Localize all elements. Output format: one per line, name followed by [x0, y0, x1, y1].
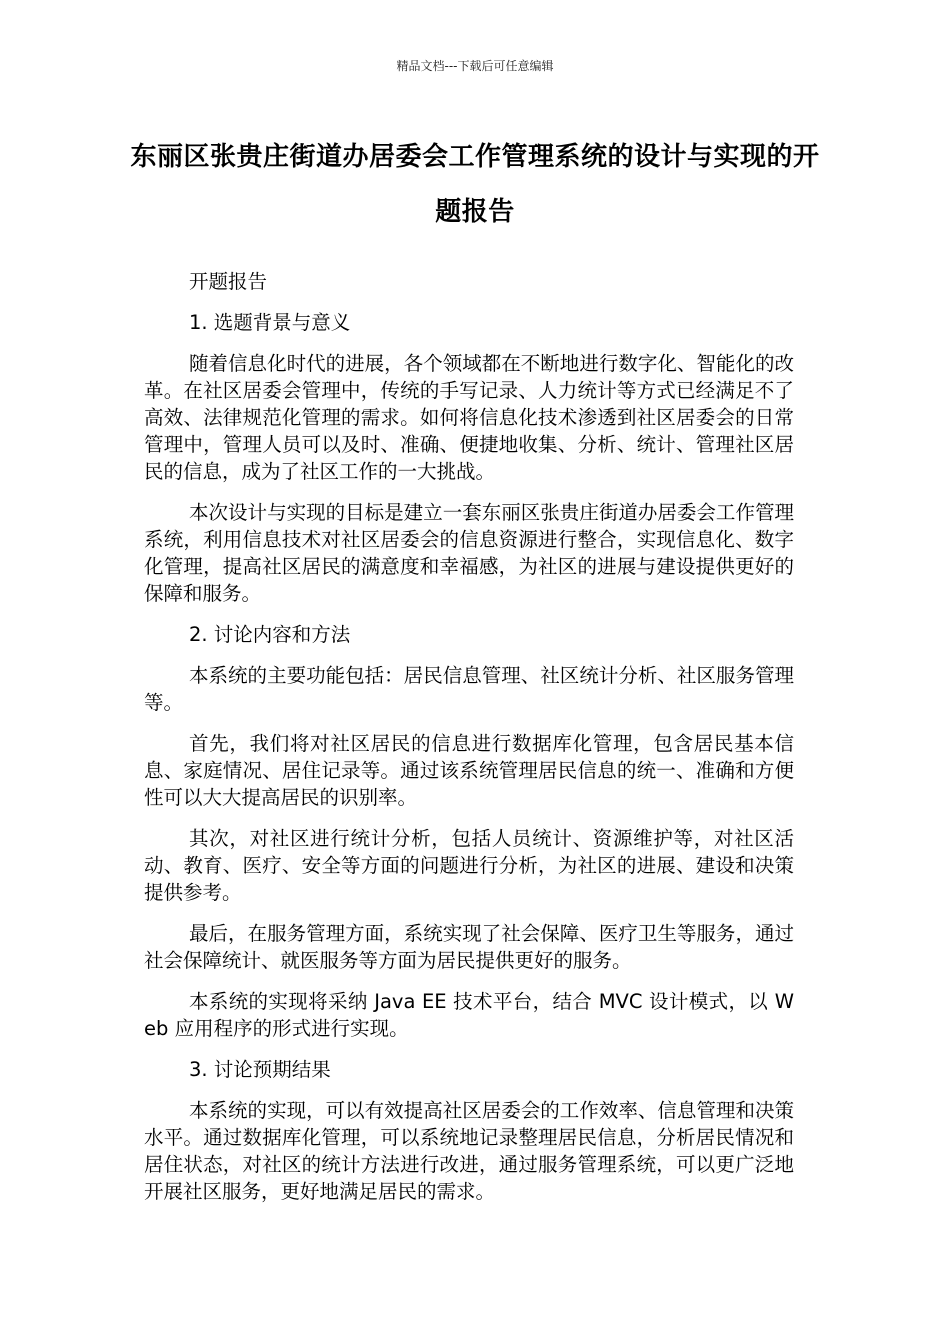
- paragraph-technology: 本系统的实现将采纳 Java EE 技术平台，结合 MVC 设计模式，以 Web 应用程序的形式进行实现。: [144, 990, 794, 1040]
- heading-background-significance: 1. 选题背景与意义: [189, 311, 351, 334]
- section-label-opening-report: 开题报告: [189, 270, 268, 293]
- paragraph-background: 随着信息化时代的进展，各个领域都在不断地进行数字化、智能化的改革。在社区居委会管理中，传统的手写记录、人力统计等方式已经满足不了高效、法律规范化管理的需求。如何将信息化技术渗透到社区居委会的日常管理中，管理人员可以及时、准确、便捷地收集、分析、统计、管理社区居民的信息，成为了社区工作的一大挑战。: [144, 352, 794, 483]
- heading-expected-results: 3. 讨论预期结果: [189, 1058, 331, 1081]
- document-title: 东丽区张贵庄街道办居委会工作管理系统的设计与实现的开题报告: [130, 142, 820, 227]
- page-header-note: 精品文档---下载后可任意编辑: [396, 59, 554, 73]
- paragraph-services: 最后，在服务管理方面，系统实现了社会保障、医疗卫生等服务，通过社会保障统计、就医服务等方面为居民提供更好的服务。: [144, 922, 794, 972]
- document-body: [144, 268, 794, 1219]
- paragraph-statistics: 其次，对社区进行统计分析，包括人员统计、资源维护等，对社区活动、教育、医疗、安全等方面的问题进行分析，为社区的进展、建设和决策提供参考。: [144, 827, 794, 904]
- paragraph-main-functions: 本系统的主要功能包括：居民信息管理、社区统计分析、社区服务管理等。: [144, 664, 794, 714]
- paragraph-resident-info: 首先，我们将对社区居民的信息进行数据库化管理，包含居民基本信息、家庭情况、居住记录等。通过该系统管理居民信息的统一、准确和方便性可以大大提高居民的识别率。: [144, 732, 794, 809]
- paragraph-expected-results: 本系统的实现，可以有效提高社区居委会的工作效率、信息管理和决策水平。通过数据库化管理，可以系统地记录整理居民信息，分析居民情况和居住状态，对社区的统计方法进行改进，通过服务管理系统，可以更广泛地开展社区服务，更好地满足居民的需求。: [144, 1099, 794, 1203]
- heading-content-methods: 2. 讨论内容和方法: [189, 623, 351, 646]
- paragraph-goal: 本次设计与实现的目标是建立一套东丽区张贵庄街道办居委会工作管理系统，利用信息技术对社区居委会的信息资源进行整合，实现信息化、数字化管理，提高社区居民的满意度和幸福感，为社区的进展与建设提供更好的保障和服务。: [144, 501, 794, 605]
